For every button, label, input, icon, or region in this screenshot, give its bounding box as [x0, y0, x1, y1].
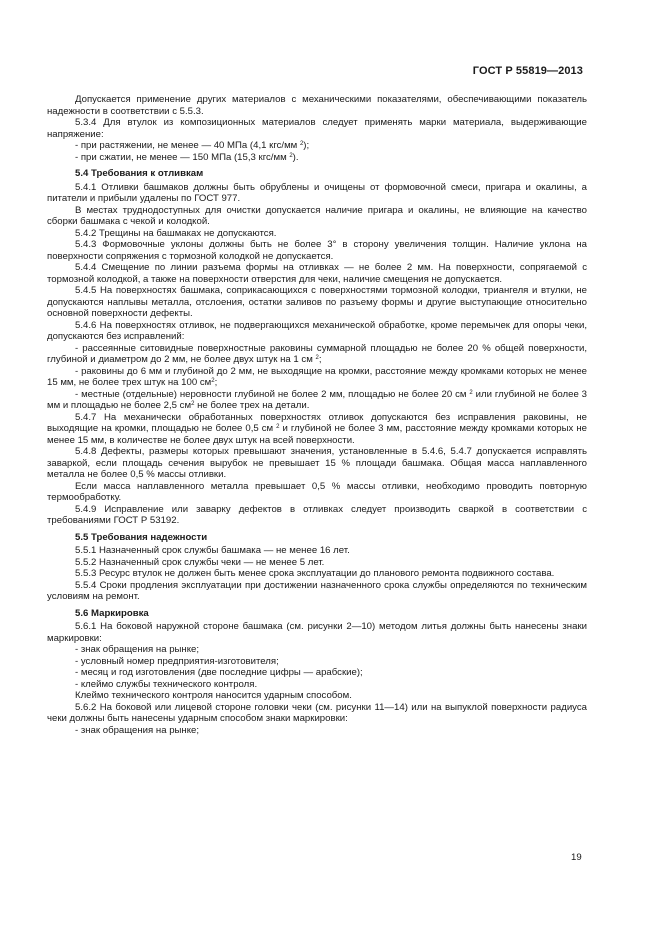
list-item: - раковины до 6 мм и глубиной до 2 мм, не выходящие на кромки, расстояние между кромками которых не менее 15 мм, не более трех штук на 100 $см^2$;: [47, 365, 587, 388]
list-item: - знак обращения на рынке;: [75, 644, 200, 655]
list-item: - при сжатии, не менее — 150 МПа (15,3 кгс/мм $^2$).: [75, 151, 299, 163]
paragraph: 5.4.5 На поверхностях башмака, соприкасающихся с поверхностями тормозной колодки, триангеля и втулки, не допускаются наплывы металла, отслоения, остатки заливов по разъему формы и другие выступающие относительно основной поверхности дефекты.: [47, 285, 587, 319]
paragraph: 5.4.1 Отливки башмаков должны быть обрублены и очищены от формовочной смеси, пригара и окалины, а питатели и прибыли удалены по ГОСТ 977.: [47, 181, 587, 204]
list-item: - местные (отдельные) неровности глубиной не более 2 мм, площадью не более 20 см $^2$ или глубиной не более 3 мм и площадью не более 2,5 $см^2$ не более трех на детали.: [47, 388, 588, 411]
paragraph: 5.6.2 На боковой или лицевой стороне головки чеки (см. рисунки 11—14) или на выпуклой поверхности радиуса чеки должны быть нанесены ударным способом знаки маркировки:: [47, 701, 587, 724]
document-body: [47, 94, 587, 736]
list-item: - при растяжении, не менее — 40 МПа (4,1 кгс/мм $^2$);: [75, 140, 310, 151]
paragraph: 5.5.4 Сроки продления эксплуатации при достижении назначенного срока службы определяются по техническим условиям на ремонт.: [47, 579, 587, 602]
paragraph: 5.3.4 Для втулок из композиционных материалов следует применять марки материала, выдерживающие напряжение:: [47, 117, 587, 140]
paragraph: 5.4.7 На механически обработанных поверхностях отливок допускаются без исправления раковины, не выходящие на кромки, площадью не более 0,5 см $^2$ и глубиной не более 3 мм, расстояние между кромками которых не менее 15 мм, в количестве не более двух штук на всей поверхности.: [47, 411, 587, 446]
page-number: 19: [571, 852, 582, 863]
paragraph: Если масса наплавленного металла превышает 0,5 % массы отливки, необходимо проводить повторную термообработку.: [47, 480, 587, 503]
paragraph: Допускается применение других материалов с механическими показателями, обеспечивающими показатель надежности в соответствии с 5.5.3.: [47, 94, 587, 117]
list-item: - условный номер предприятия-изготовителя;: [75, 655, 279, 667]
paragraph: 5.5.1 Назначенный срок службы башмака — не менее 16 лет.: [75, 545, 350, 556]
section-heading: 5.4 Требования к отливкам: [75, 168, 204, 179]
paragraph: 5.4.4 Смещение по линии разъема формы на отливках — не более 2 мм. На поверхности, сопрягаемой с тормозной колодкой, а также на поверхности отверстия для чеки, наличие смещения не допускается.: [47, 262, 587, 285]
list-item: - месяц и год изготовления (две последние цифры — арабские);: [75, 667, 363, 678]
section-heading: 5.6 Маркировка: [75, 607, 149, 619]
document-code-header: ГОСТ Р 55819—2013: [472, 65, 583, 77]
paragraph: В местах труднодоступных для очистки допускается наличие пригара и окалины, не влияющие на качество сборки башмака с чекой и колодкой.: [47, 204, 587, 227]
paragraph: 5.4.6 На поверхностях отливок, не подвергающихся механической обработке, кроме перемычек для опоры чеки, допускаются без исправлений:: [47, 319, 587, 342]
paragraph: 5.4.3 Формовочные уклоны должны быть не более 3° в сторону увеличения толщин. Наличие уклона на поверхности сопряжения с тормозной колодкой не допускается.: [47, 239, 587, 262]
list-item: - клеймо службы технического контроля.: [75, 678, 258, 690]
paragraph: 5.4.8 Дефекты, размеры которых превышают значения, установленные в 5.4.6, 5.4.7 допускается исправлять заваркой, если площадь сечения вырубок не превышает 15 % площади башмака. Общая масса наплавленного металла не более 0,5 % массы отливки.: [47, 446, 587, 480]
paragraph: 5.4.2 Трещины на башмаках не допускаются.: [75, 227, 277, 239]
paragraph: 5.5.2 Назначенный срок службы чеки — не менее 5 лет.: [75, 556, 325, 568]
list-item: - знак обращения на рынке;: [75, 724, 200, 736]
list-item: - рассеянные ситовидные поверхностные раковины суммарной площадью не более 20 % общей поверхности, глубиной и диаметром до 2 мм, не более двух штук на 1 см $^2$;: [47, 342, 587, 365]
section-heading: 5.5 Требования надежности: [75, 531, 208, 543]
paragraph: 5.4.9 Исправление или заварку дефектов в отливках следует производить сваркой в соответствии с требованиями ГОСТ Р 53192.: [47, 503, 587, 526]
paragraph: 5.6.1 На боковой наружной стороне башмака (см. рисунки 2—10) методом литья должны быть нанесены знаки маркировки:: [47, 621, 587, 644]
paragraph: 5.5.3 Ресурс втулок не должен быть менее срока эксплуатации до планового ремонта подвижного состава.: [75, 568, 555, 579]
paragraph: Клеймо технического контроля наносится ударным способом.: [75, 690, 352, 701]
